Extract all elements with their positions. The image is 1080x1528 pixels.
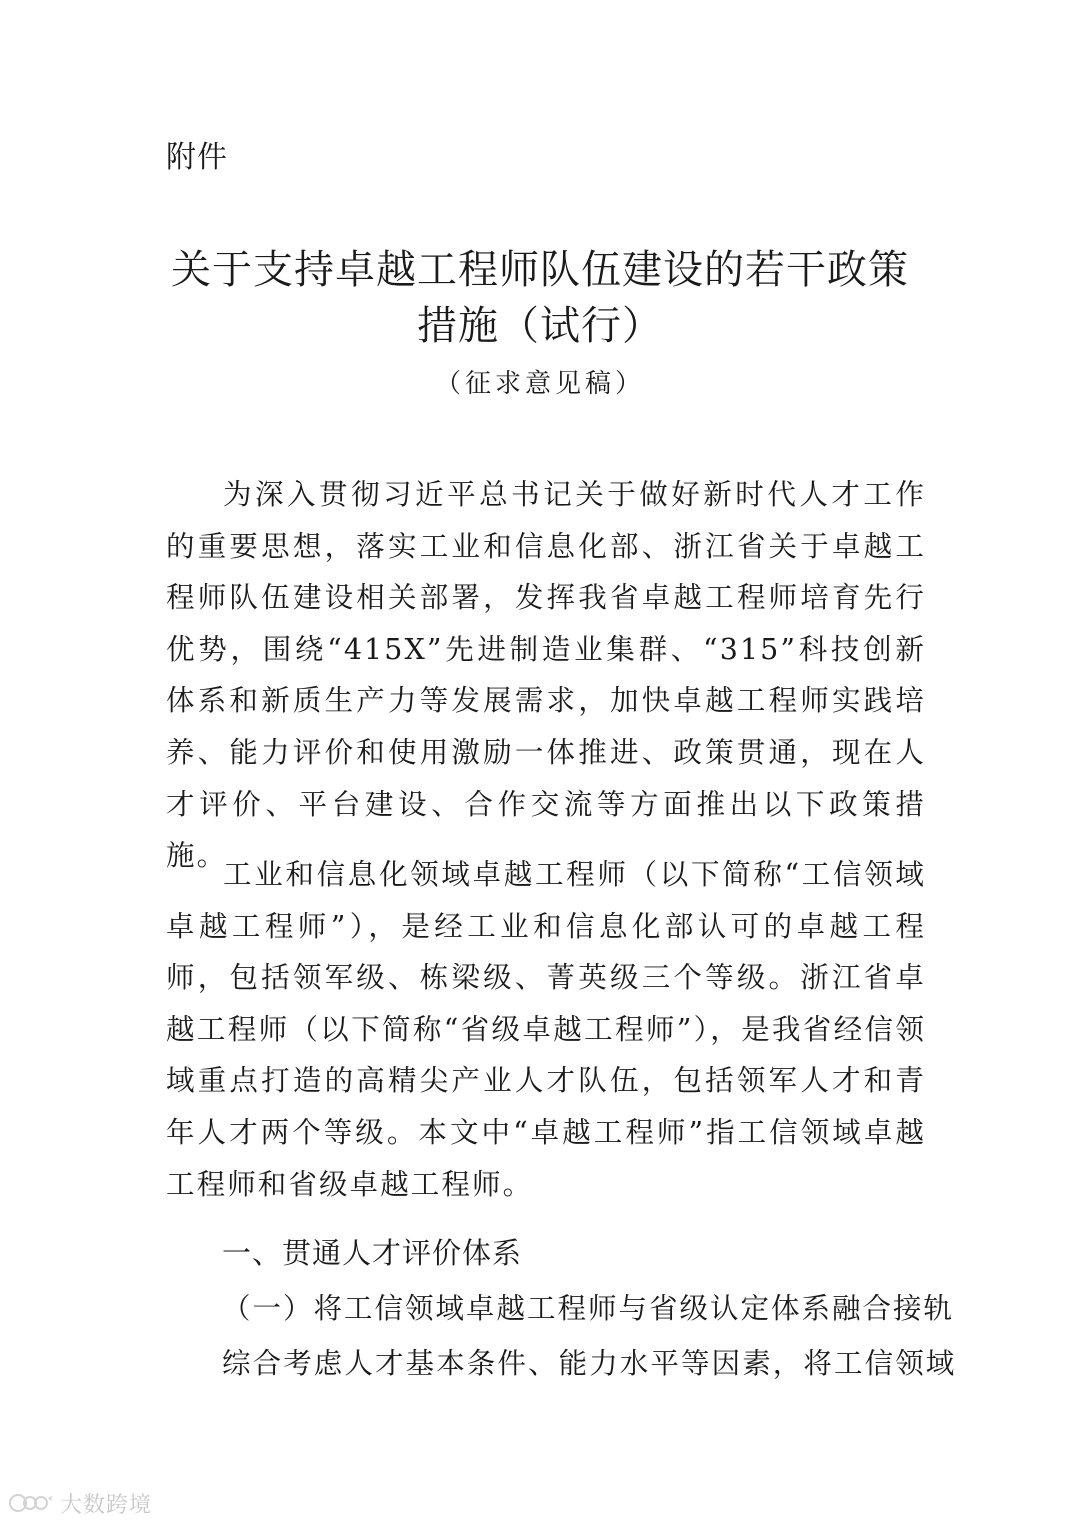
attachment-label: 附件 <box>166 140 228 175</box>
definition-paragraph: 工业和信息化领域卓越工程师（以下简称“工信领域卓越工程师”），是经工业和信息化部认可的卓越工程师，包括领军级、栋梁级、菁英级三个等级。浙江省卓越工程师（以下简称“省级卓越工程师”），是我省经信领域重点打造的高精尖产业人才队伍，包括领军人才和青年人才两个等级。本文中“卓越工程师”指工信领域卓越工程师和省级卓越工程师。 <box>166 858 926 1201</box>
body-paragraph-3: 综合考虑人才基本条件、能力水平等因素，将工信领域 <box>222 1347 957 1380</box>
document-title-line-1: 关于支持卓越工程师队伍建设的若干政策 <box>171 247 909 293</box>
document-subtitle: （征求意见稿） <box>434 369 645 399</box>
sub-heading <box>222 1284 954 1334</box>
watermark-logo-icon <box>8 1492 54 1514</box>
watermark-text: 大数跨境 <box>60 1492 153 1518</box>
watermark <box>8 1488 152 1518</box>
document-title-line-2: 措施（试行） <box>417 303 663 349</box>
section-heading: 一、贯通人才评价体系 <box>222 1236 523 1270</box>
sub-heading-text: 将工信领域卓越工程师与省级认定体系融合接轨 <box>313 1292 955 1325</box>
sub-heading-number: （一） <box>222 1292 314 1325</box>
intro-paragraph: 为深入贯彻习近平总书记关于做好新时代人才工作的重要思想，落实工业和信息化部、浙江省关于卓越工程师队伍建设相关部署，发挥我省卓越工程师培育先行优势，围绕“415X”先进制造业集群、“315”科技创新体系和新质生产力等发展需求，加快卓越工程师实践培养、能力评价和使用激励一体推进、政策贯通，现在人才评价、平台建设、合作交流等方面推出以下政策措施。 <box>166 478 926 873</box>
